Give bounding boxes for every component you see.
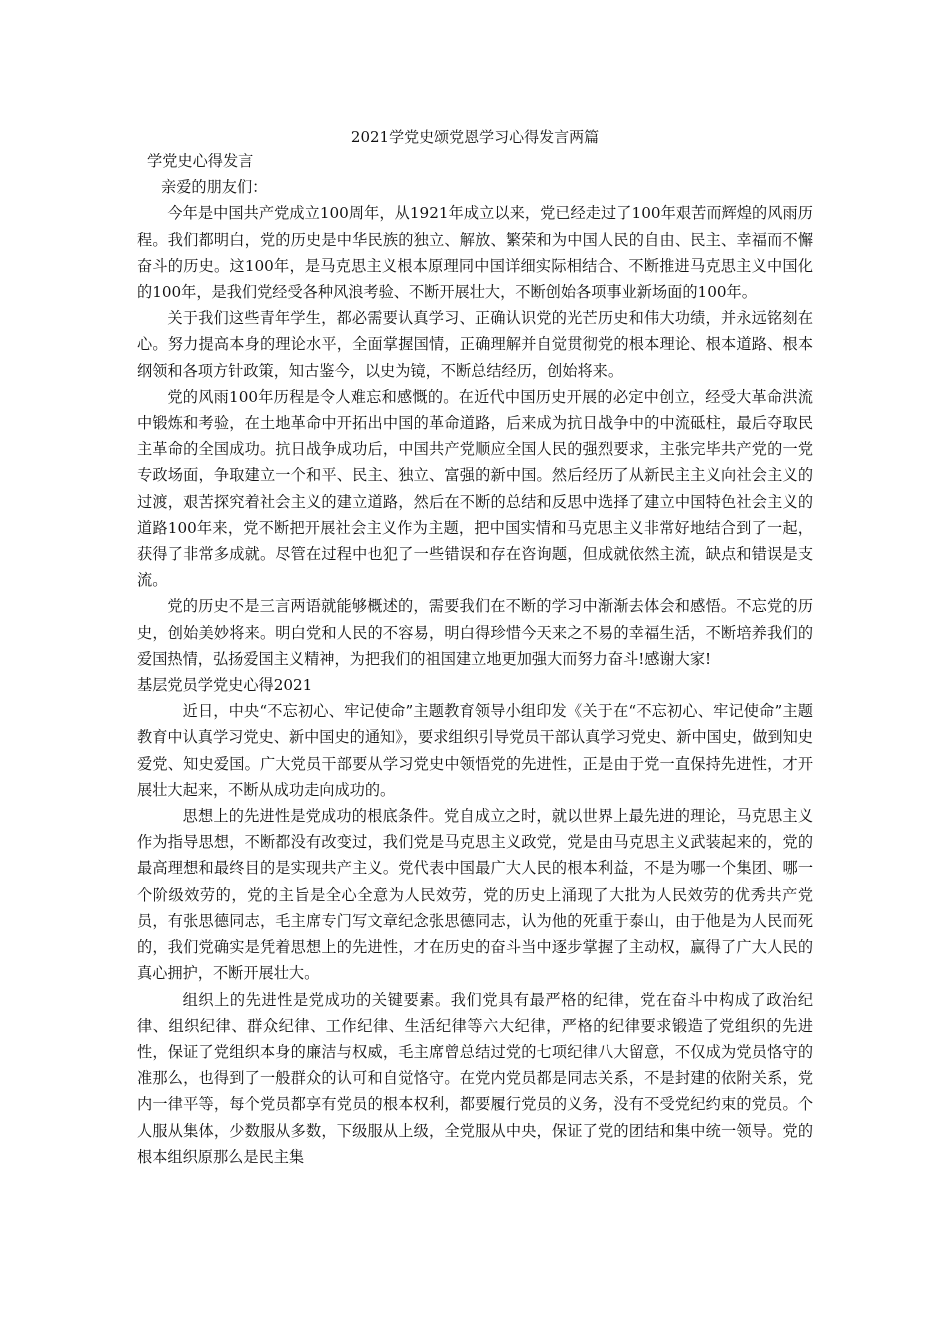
section2-paragraph: 思想上的先进性是党成功的根底条件。党自成立之时，就以世界上最先进的理论，马克思主义作为指导思想，不断都没有改变过，我们党是马克思主义政党，党是由马克思主义武装起来的，党的最高理想和最终目的是实现共产主义。党代表中国最广大人民的根本利益，不是为哪一个集团、哪一个阶级效劳的，党的主旨是全心全意为人民效劳，党的历史上涌现了大批为人民效劳的优秀共产党员，有张思德同志，毛主席专门写文章纪念张思德同志，认为他的死重于泰山，由于他是为人民而死的，我们党确实是凭着思想上的先进性，才在历史的奋斗当中逐步掌握了主动权，赢得了广大人民的真心拥护，不断开展壮大。 <box>137 807 813 983</box>
section1-paragraph: 关于我们这些青年学生，都必需要认真学习、正确认识党的光芒历史和伟大功绩，并永远铭刻在心。努力提高本身的理论水平，全面掌握国情，正确理解并自觉贯彻党的根本理论、根本道路、根本纲领和各项方针政策，知古鉴今，以史为镜，不断总结经历，创始将来。 <box>137 309 813 380</box>
document-title: 2021学党史颂党恩学习心得发言两篇 <box>350 128 600 146</box>
section1-paragraph: 今年是中国共产党成立100周年，从1921年成立以来，党已经走过了100年艰苦而辉煌的风雨历程。我们都明白，党的历史是中华民族的独立、解放、繁荣和为中国人民的自由、民主、幸福而不懈奋斗的历史。这100年，是马克思主义根本原理同中国详细实际相结合、不断推进马克思主义中国化的100年，是我们党经受各种风浪考验、不断开展壮大，不断创始各项事业新场面的100年。 <box>137 204 813 302</box>
section1-paragraph: 党的历史不是三言两语就能够概述的，需要我们在不断的学习中渐渐去体会和感悟。不忘党的历史，创始美妙将来。明白党和人民的不容易，明白得珍惜今天来之不易的幸福生活，不断培养我们的爱国热情，弘扬爱国主义精神，为把我们的祖国建立地更加强大而努力奋斗!感谢大家! <box>137 597 813 668</box>
document-body <box>137 148 813 1170</box>
section1-paragraph: 党的风雨100年历程是令人难忘和感慨的。在近代中国历史开展的必定中创立，经受大革命洪流中锻炼和考验，在土地革命中开拓出中国的革命道路，后来成为抗日战争中的中流砥柱，最后夺取民主革命的全国成功。抗日战争成功后，中国共产党顺应全国人民的强烈要求，主张完毕共产党的一党专政场面，争取建立一个和平、民主、独立、富强的新中国。然后经历了从新民主主义向社会主义的过渡，艰苦探究着社会主义的建立道路，然后在不断的总结和反思中选择了建立中国特色社会主义的道路100年来，党不断把开展社会主义作为主题，把中国实情和马克思主义非常好地结合到了一起，获得了非常多成就。尽管在过程中也犯了一些错误和存在咨询题，但成就依然主流，缺点和错误是支流。 <box>137 387 813 590</box>
section2-paragraph: 近日，中央“不忘初心、牢记使命”主题教育领导小组印发《关于在“不忘初心、牢记使命”主题教育中认真学习党史、新中国史的通知》，要求组织引导党员干部认真学习党史、新中国史，做到知史爱党、知史爱国。广大党员干部要从学习党史中领悟党的先进性，正是由于党一直保持先进性，才开展壮大起来，不断从成功走向成功的。 <box>137 702 813 799</box>
section2-paragraph: 组织上的先进性是党成功的关键要素。我们党具有最严格的纪律，党在奋斗中构成了政治纪律、组织纪律、群众纪律、工作纪律、生活纪律等六大纪律，严格的纪律要求锻造了党组织的先进性，保证了党组织本身的廉洁与权威，毛主席曾总结过党的七项纪律八大留意，不仅成为党员恪守的准那么，也得到了一般群众的认可和自觉恪守。在党内党员都是同志关系，不是封建的依附关系，党内一律平等，每个党员都享有党员的根本权利，都要履行党员的义务，没有不受党纪约束的党员。个人服从集体，少数服从多数，下级服从上级，全党服从中央，保证了党的团结和集中统一领导。党的根本组织原那么是民主集 <box>137 990 813 1166</box>
section2-heading: 基层党员学党史心得2021 <box>137 676 313 695</box>
salutation: 亲爱的朋友们： <box>161 178 268 197</box>
section1-heading: 学党史心得发言 <box>147 152 254 170</box>
